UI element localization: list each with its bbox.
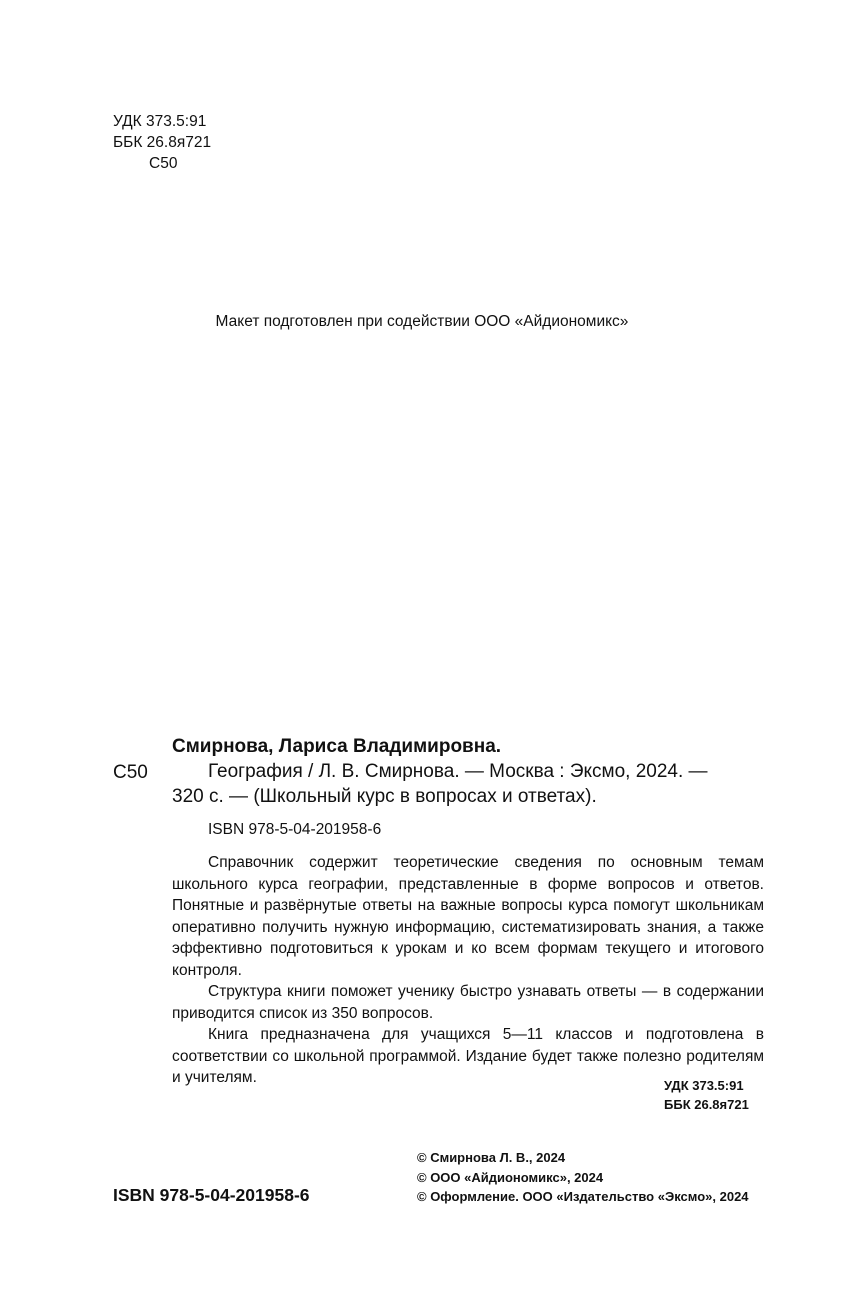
prepared-note: Макет подготовлен при содействии ООО «Айдиономикс» [215, 313, 629, 330]
isbn-record: ISBN 978-5-04-201958-6 [208, 821, 382, 838]
classification-block-bottom [664, 1076, 749, 1114]
author-sign: С50 [149, 155, 178, 172]
title-line-2: 320 с. — (Школьный курс в вопросах и ответах). [172, 786, 597, 807]
bibliographic-record [172, 734, 764, 1089]
udk-code-bottom: УДК 373.5:91 [664, 1078, 744, 1093]
author-name: Смирнова, Лариса Владимировна. [172, 736, 502, 757]
copyright-line: © Смирнова Л. В., 2024 [417, 1150, 566, 1165]
abstract-paragraph: Книга предназначена для учащихся 5—11 классов и подготовлена в соответствии со школьной программой. Издание будет также полезно родителям и учителям. [172, 1026, 764, 1086]
title-line-1: География / Л. В. Смирнова. — Москва : Эксмо, 2024. — [208, 761, 708, 782]
bbk-code-bottom: ББК 26.8я721 [664, 1097, 749, 1112]
copyright-line: © Оформление. ООО «Издательство «Эксмо», 2024 [417, 1189, 749, 1204]
abstract-paragraph: Справочник содержит теоретические сведения по основным темам школьного курса географии, представленные в форме вопросов и ответов. Понятные и развёрнутые ответы на важные вопросы курса помогут школьникам оперативно получить нужную информацию, систематизировать знания, а также эффективно подготовиться к урокам и ко всем формам текущего и итогового контроля. [172, 854, 764, 979]
udk-code: УДК 373.5:91 [113, 113, 207, 130]
author-sign-side: С50 [113, 762, 148, 783]
classification-block-top [113, 111, 211, 174]
abstract [172, 852, 764, 1089]
copyright-line: © ООО «Айдиономикс», 2024 [417, 1169, 604, 1185]
bbk-code: ББК 26.8я721 [113, 134, 212, 151]
isbn-large: ISBN 978-5-04-201958-6 [113, 1185, 310, 1205]
abstract-paragraph: Структура книги поможет ученику быстро узнавать ответы — в содержании приводится список из 350 вопросов. [172, 983, 764, 1022]
copyright-block [417, 1148, 749, 1207]
